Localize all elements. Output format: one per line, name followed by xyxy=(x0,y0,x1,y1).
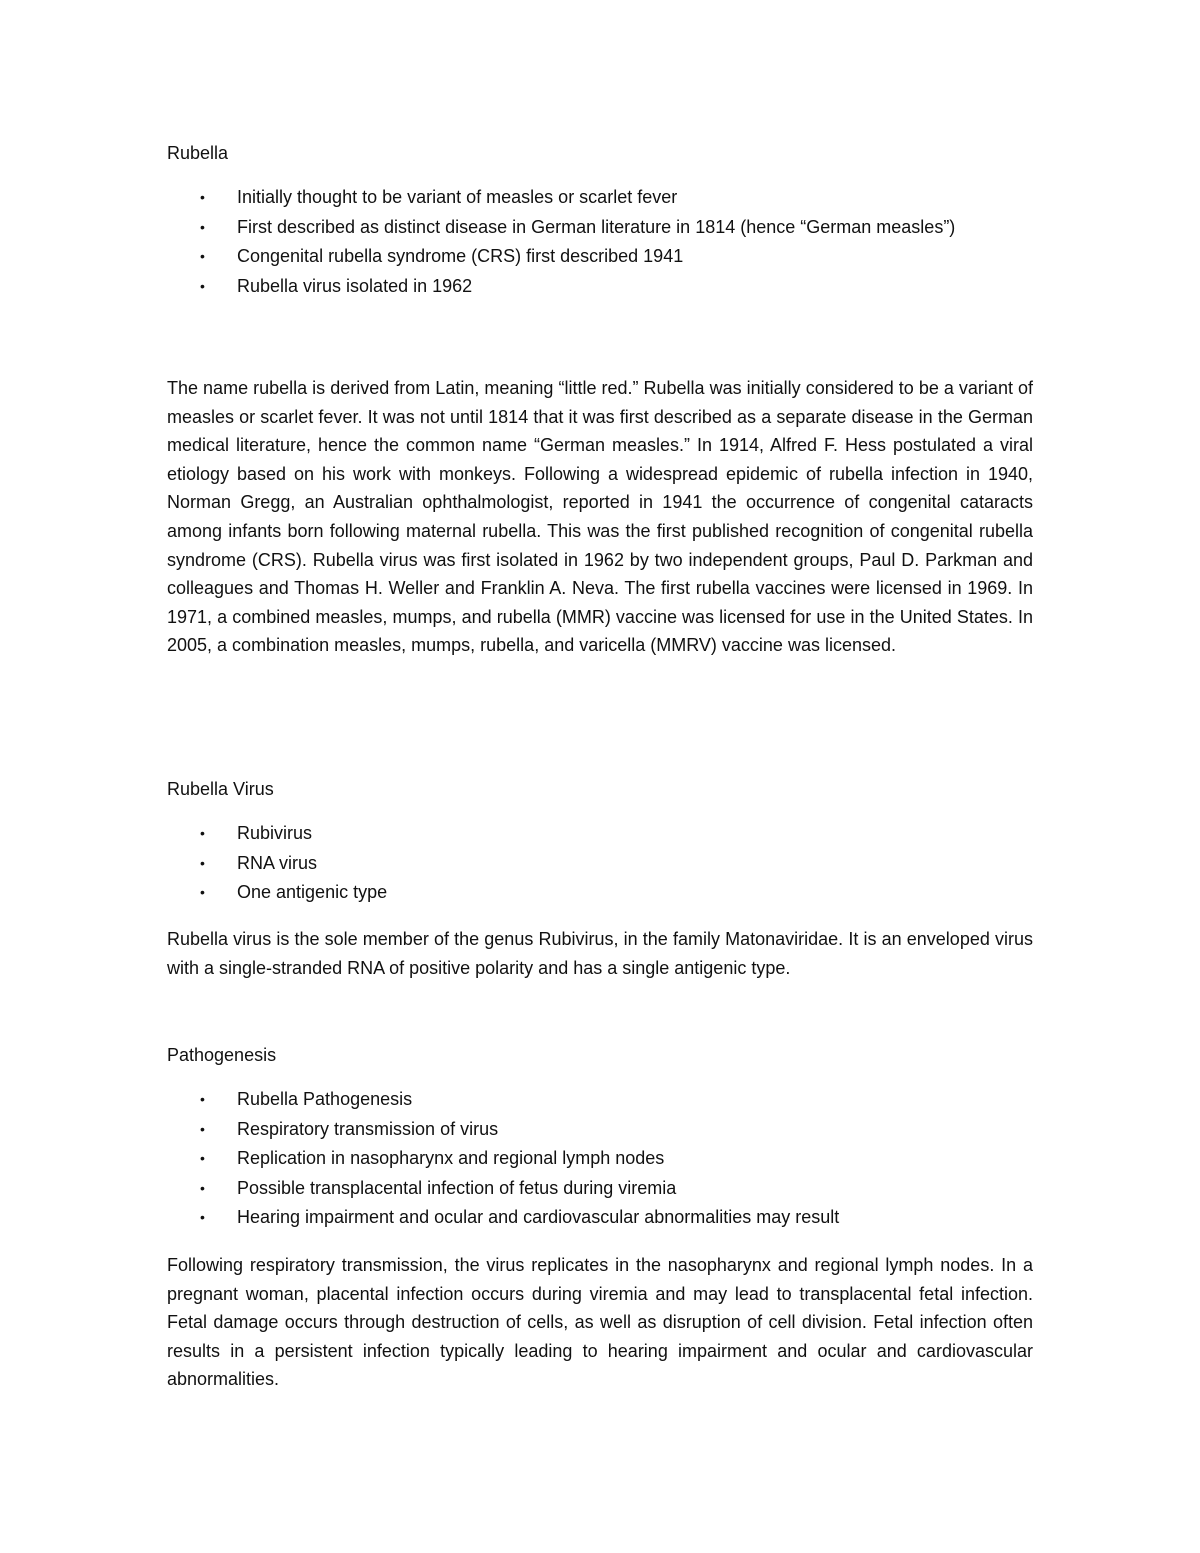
paragraph-rubella-history: The name rubella is derived from Latin, meaning “little red.” Rubella was initially considered to be a variant of measles or scarlet fever. It was not until 1814 that it was first described as a separate disease in the German medical literature, hence the common name “German measles.” In 1914, Alfred F. Hess postulated a viral etiology based on his work with monkeys. Following a widespread epidemic of rubella infection in 1940, Norman Gregg, an Australian ophthalmologist, reported in 1941 the occurrence of congenital cataracts among infants born following maternal rubella. This was the first published recognition of congenital rubella syndrome (CRS). Rubella virus was first isolated in 1962 by two independent groups, Paul D. Parkman and colleagues and Thomas H. Weller and Franklin A. Neva. The first rubella vaccines were licensed in 1969. In 1971, a combined measles, mumps, and rubella (MMR) vaccine was licensed for use in the United States. In 2005, a combination measles, mumps, rubella, and varicella (MMRV) vaccine was licensed. xyxy=(167,378,1033,656)
bullet-list-pathogenesis xyxy=(167,1085,1033,1233)
paragraph-rubella-virus: Rubella virus is the sole member of the genus Rubivirus, in the family Matonaviridae. It is an enveloped virus with a single-stranded RNA of positive polarity and has a single antigenic type. xyxy=(167,929,1033,978)
list-item-text: First described as distinct disease in German literature in 1814 (hence “German measles”) xyxy=(237,216,956,237)
list-item-text: Rubella Pathogenesis xyxy=(237,1089,413,1109)
bullet-icon: • xyxy=(200,248,205,264)
list-item xyxy=(167,849,1033,879)
section-heading-rubella: Rubella xyxy=(167,143,229,163)
list-item xyxy=(167,1115,1033,1145)
section-heading-pathogenesis: Pathogenesis xyxy=(167,1045,277,1065)
list-item xyxy=(167,878,1033,908)
bullet-icon: • xyxy=(200,218,205,235)
bullet-icon: • xyxy=(200,825,205,841)
list-item xyxy=(167,272,1033,302)
bullet-icon: • xyxy=(200,854,205,871)
bullet-list-rubella xyxy=(167,183,1033,301)
list-item-text: Hearing impairment and ocular and cardiovascular abnormalities may result xyxy=(237,1207,840,1227)
list-item-text: RNA virus xyxy=(237,852,318,873)
bullet-icon: • xyxy=(200,884,205,900)
bullet-icon: • xyxy=(200,277,205,294)
list-item xyxy=(167,1203,1033,1233)
list-item-text: Rubella virus isolated in 1962 xyxy=(237,275,473,296)
list-item-text: Respiratory transmission of virus xyxy=(237,1118,499,1139)
list-item xyxy=(167,1174,1033,1204)
list-item-text: Rubivirus xyxy=(237,823,313,843)
bullet-list-rubella-virus xyxy=(167,819,1033,908)
list-item-text: Replication in nasopharynx and regional lymph nodes xyxy=(237,1148,665,1168)
bullet-icon: • xyxy=(200,1179,205,1196)
section-heading-rubella-virus: Rubella Virus xyxy=(167,779,274,799)
list-item xyxy=(167,242,1033,272)
list-item-text: One antigenic type xyxy=(237,882,388,902)
list-item xyxy=(167,183,1033,213)
list-item-text: Possible transplacental infection of fetus during viremia xyxy=(237,1177,677,1198)
list-item-text: Initially thought to be variant of measles or scarlet fever xyxy=(237,187,678,207)
list-item xyxy=(167,1085,1033,1115)
bullet-icon: • xyxy=(200,189,205,205)
list-item-text: Congenital rubella syndrome (CRS) first described 1941 xyxy=(237,246,684,266)
list-item xyxy=(167,819,1033,849)
bullet-icon: • xyxy=(200,1120,205,1137)
list-item xyxy=(167,1144,1033,1174)
bullet-icon: • xyxy=(200,1150,205,1166)
paragraph-pathogenesis: Following respiratory transmission, the virus replicates in the nasopharynx and regional lymph nodes. In a pregnant woman, placental infection occurs during viremia and may lead to transplacental fetal infection. Fetal damage occurs through destruction of cells, as well as disruption of cell division. Fetal infection often results in a persistent infection typically leading to hearing impairment and ocular and cardiovascular abnormalities. xyxy=(167,1255,1033,1390)
list-item xyxy=(167,213,1033,243)
bullet-icon: • xyxy=(200,1209,205,1225)
bullet-icon: • xyxy=(200,1091,205,1107)
